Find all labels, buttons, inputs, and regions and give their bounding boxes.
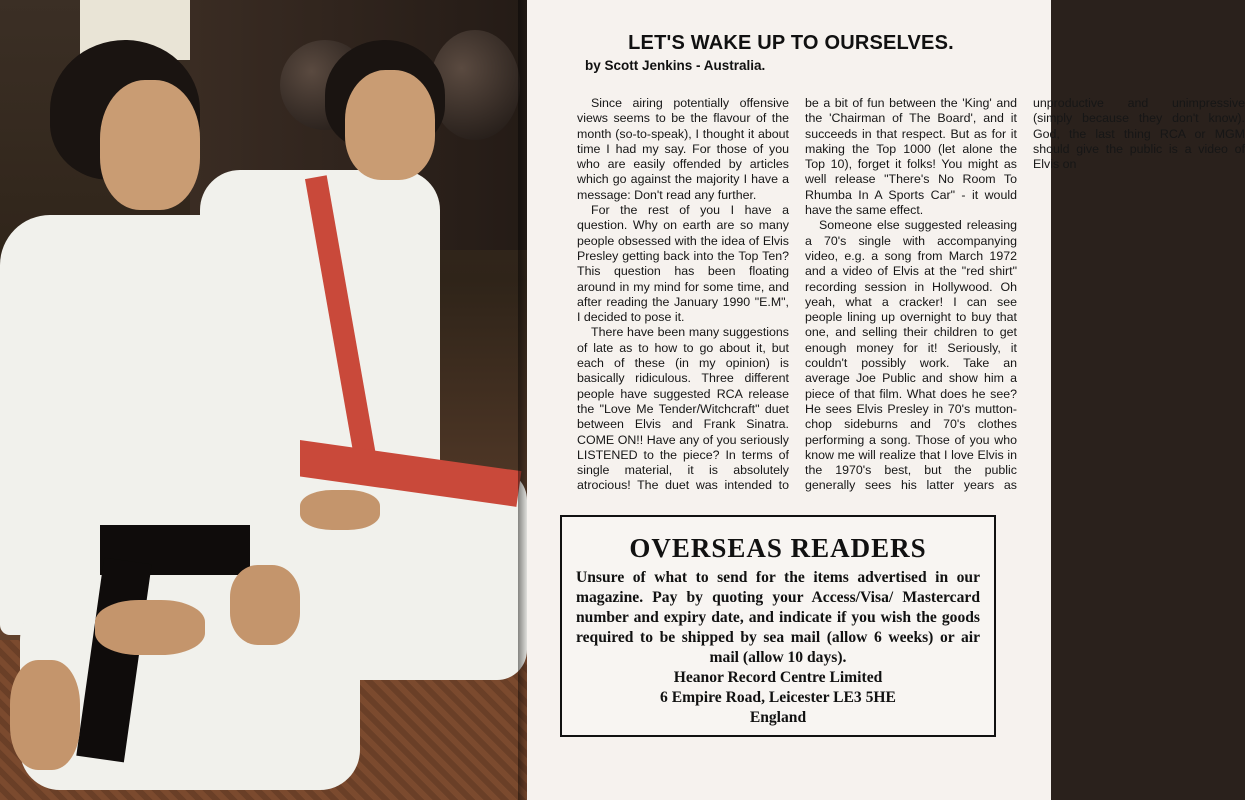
- advert-title: OVERSEAS READERS: [629, 533, 927, 563]
- article-page: [527, 0, 1245, 800]
- left-figure-face: [100, 80, 200, 210]
- advert-country: England: [749, 709, 807, 726]
- article-paragraph: Someone else suggested releasing a 70's single with accompanying video, e.g. a song from March 1972 and a video of Elvis at the "red shirt" recording session in Hollywood. Oh yeah, what a cracker! I can see people lining up overnight to buy that one, and selling their children to get enough money for it! Seriously, it couldn't possibly work. Take an average Joe Public and show him a piece of that film. What does he see? He sees Elvis Presley in 70's mutton-chop sideburns and 70's clothes performing a song. Those of you who know me will realize that I love Elvis in the 1970's best, but the public generally sees his latter years as unproductive and unimpressive (simply because they don't know). God, the last thing RCA or MGM should give the public is a video of Elvis on: [805, 96, 1245, 493]
- article-paragraph: For the rest of you I have a question. Why on earth are so many people obsessed with the idea of Elvis Presley getting back into the Top Ten? This question has been floating around in my mind for some time, and after reading the January 1990 "E.M", I decided to pose it.: [577, 203, 789, 325]
- right-figure-face: [345, 70, 435, 180]
- left-figure-hand-right: [230, 565, 300, 645]
- advert-body: Unsure of what to send for the items advertised in our magazine. Pay by quoting your Access/Visa/ Mastercard number and expiry date, and indicate if you wish the goods required to be shipped by sea mail (allow 6 weeks) or air mail (allow 10 days).: [576, 569, 980, 666]
- article-title: LET'S WAKE UP TO OURSELVES.: [628, 32, 954, 54]
- left-figure-hand-left: [95, 600, 205, 655]
- article-byline: by Scott Jenkins - Australia.: [585, 58, 766, 73]
- advert-address: 6 Empire Road, Leicester LE3 5HE: [660, 689, 896, 706]
- article-paragraph: There have been many suggestions of late as to how to go about it, but each of these (in my opinion) is basically ridiculous. Three different people have suggested RCA release the "Love Me Tender/Witchcraft" duet between Elvis and Frank Sinatra. COME ON!! Have any of you seriously LISTENED to the piece? In terms of single material, it is absolutely atrocious! The duet was intended to be a bit of fun between the 'King' and the 'Chairman of The Board', and it succeeds in that respect. But as for it making the Top 1000 (let alone the Top 10), forget it folks! You might as well release "There's No Room To Rhumba In A Sports Car" - it would have the same effect.: [577, 96, 1017, 493]
- article-paragraph: Since airing potentially offensive views seems to be the flavour of the month (so-to-speak), I thought it about time I had my say. For those of you who are easily offended by articles which go against the majority I have a message: Don't read any further.: [577, 96, 789, 202]
- article-body: [577, 96, 1245, 500]
- right-figure-hand: [300, 490, 380, 530]
- advert-company: Heanor Record Centre Limited: [673, 669, 883, 686]
- overseas-readers-advert: [560, 515, 996, 737]
- left-figure-foot: [10, 660, 80, 770]
- photo-page: [0, 0, 527, 800]
